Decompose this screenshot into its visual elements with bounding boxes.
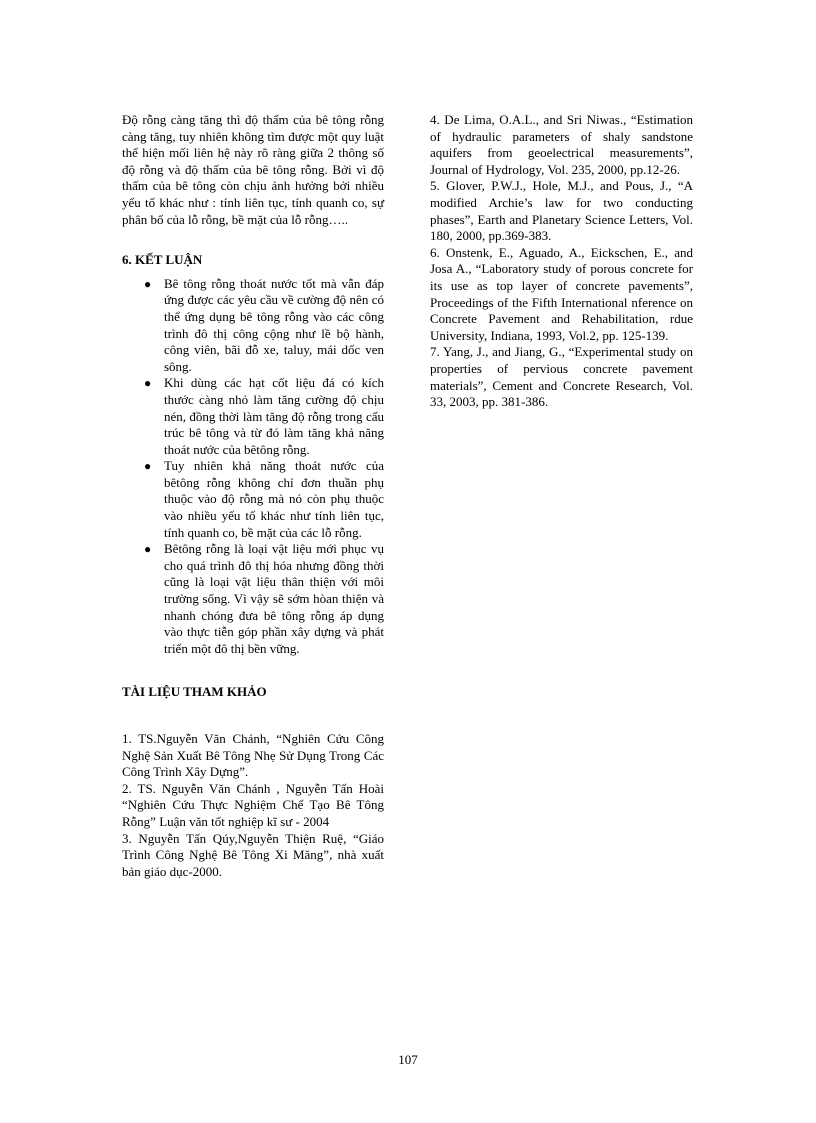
list-item-text: Tuy nhiên khả năng thoát nước của bêtông rỗng không chỉ đơn thuần phụ thuộc vào độ rỗng mà nó còn phụ thuộc vào nhiều yếu tố khác như tính liên tục, tính quanh co, bề mặt của các lỗ rỗng. [164, 458, 384, 540]
list-item-text: Khi dùng các hạt cốt liệu đá có kích thước càng nhỏ làm tăng cường độ chịu nén, đồng thời làm tăng độ rỗng trong cấu trúc bê tông và từ đó làm tăng khả năng thoát nước của bêtông rỗng. [164, 375, 384, 457]
bullet-icon: ● [144, 542, 152, 557]
reference-item: 1. TS.Nguyễn Văn Chánh, “Nghiên Cứu Công Nghệ Sản Xuất Bê Tông Nhẹ Sử Dụng Trong Các Công Trình Xây Dựng”. [122, 731, 384, 780]
references-heading: TÀI LIỆU THAM KHẢO [122, 684, 267, 700]
bullet-icon: ● [144, 459, 152, 474]
list-item [122, 375, 384, 458]
reference-item: 5. Glover, P.W.J., Hole, M.J., and Pous, J., “A modified Archie’s law for two conducting phases”, Earth and Planetary Science Letters, Vol. 180, 2000, pp.369-383. [430, 178, 693, 244]
reference-item: 6. Onstenk, E., Aguado, A., Eickschen, E., and Josa A., “Laboratory study of porous concrete for its use as top layer of concrete pavements”, Proceedings of the Fifth International nference on Concrete Pavement and Rehabilitation, rdue University, Indiana, 1993, Vol.2, pp. 125-139. [430, 244, 693, 343]
list-item [122, 276, 384, 376]
reference-item: 4. De Lima, O.A.L., and Sri Niwas., “Estimation of hydraulic parameters of shaly sandstone aquifers from geoelectrical measurements”, Journal of Hydrology, Vol. 235, 2000, pp.12-26. [430, 112, 693, 177]
reference-item: 7. Yang, J., and Jiang, G., “Experimental study on properties of pervious concrete pavement materials”, Cement and Concrete Research, Vol. 33, 2003, pp. 381-386. [430, 344, 693, 410]
conclusion-list [122, 276, 384, 658]
references-list-right [430, 112, 693, 411]
list-item-text: Bêtông rỗng là loại vật liệu mới phục vụ cho quá trình đô thị hóa nhưng đồng thời cũng là loại vật liệu thân thiện với môi trường sống. Vì vậy sẽ sớm hòan thiện và nhanh chóng đưa bê tông rỗng áp dụng vào thực tiễn góp phần xây dựng và phát triển một đô thị bền vững. [164, 541, 384, 656]
reference-item: 2. TS. Nguyễn Văn Chánh , Nguyễn Tấn Hoài “Nghiên Cứu Thực Nghiệm Chế Tạo Bê Tông Rỗng” Luận văn tốt nghiệp kĩ sư - 2004 [122, 780, 384, 829]
conclusion-heading: 6. KẾT LUẬN [122, 252, 203, 268]
list-item [122, 541, 384, 657]
bullet-icon: ● [144, 376, 152, 391]
list-item-text: Bê tông rỗng thoát nước tốt mà vẫn đáp ứng được các yêu cầu về cường độ nên có thể ứng dụng bê tông rỗng vào các công trình đô thị công cộng như lề bộ hành, công viên, bãi đỗ xe, taluy, mái dốc ven sông. [164, 275, 384, 374]
left-column [122, 112, 384, 880]
reference-item: 3. Nguyễn Tấn Qúy,Nguyễn Thiện Ruệ, “Giáo Trình Công Nghệ Bê Tông Xi Măng”, nhà xuất bản giáo dục-2000. [122, 830, 384, 879]
page-number: 107 [398, 1052, 418, 1067]
list-item [122, 458, 384, 541]
references-list-left [122, 731, 384, 880]
bullet-icon: ● [144, 276, 152, 291]
right-column [430, 112, 693, 411]
intro-paragraph: Độ rỗng càng tăng thì độ thấm của bê tông rỗng càng tăng, tuy nhiên không tìm được một quy luật thể hiện mối liên hệ này rõ ràng giữa 2 thông số độ rỗng và độ thấm của bê tông rỗng. Bởi vì độ thấm của bê tông còn chịu ảnh hưởng bởi nhiều yếu tố khác như : tính liên tục, tính quanh co, sự phân bố của lỗ rỗng, bề mặt của lỗ rỗng….. [122, 112, 384, 227]
